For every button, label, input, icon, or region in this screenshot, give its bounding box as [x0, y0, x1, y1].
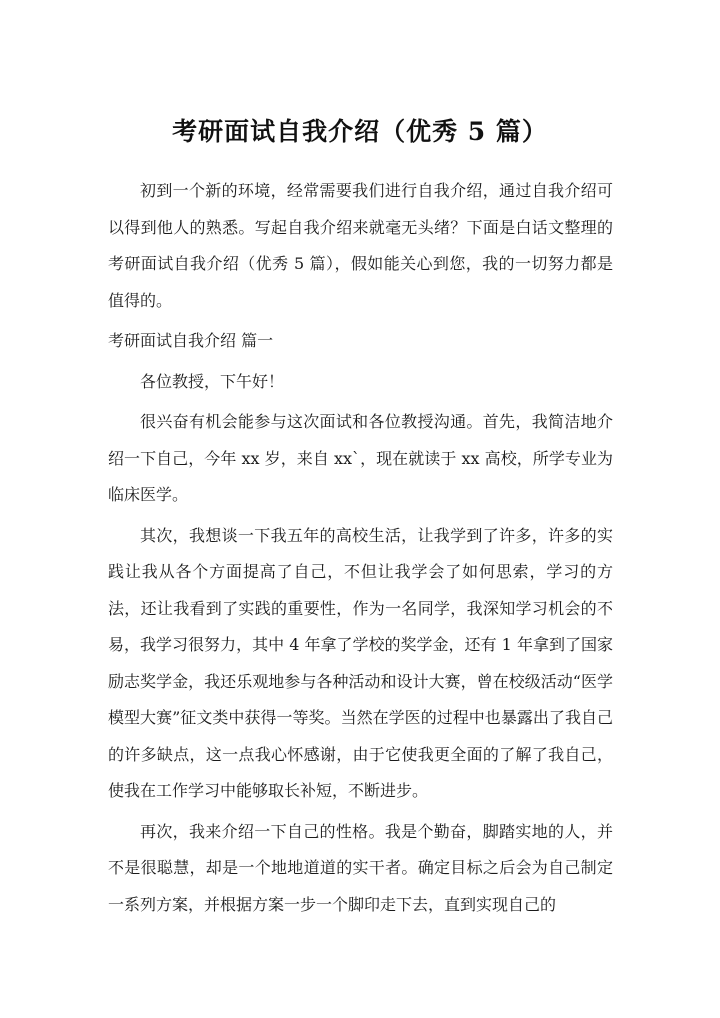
- document-title: 考研面试自我介绍（优秀 5 篇）: [172, 117, 548, 146]
- body-paragraph: 很兴奋有机会能参与这次面试和各位教授沟通。首先，我简洁地介绍一下自己，今年 xx 岁，来自 xx`，现在就读于 xx 高校，所学专业为临床医学。: [108, 412, 613, 504]
- body-paragraph: 其次，我想谈一下我五年的高校生活，让我学到了许多，许多的实践让我从各个方面提高了自己，不但让我学会了如何思索，学习的方法，还让我看到了实践的重要性，作为一名同学，我深知学习机会的不易，我学习很努力，其中 4 年拿了学校的奖学金，还有 1 年拿到了国家励志奖学金，我还乐观地参与各种活动和设计大赛，曾在校级活动“医学模型大赛”征文类中获得一等奖。当然在学医的过程中也暴露出了我自己的许多缺点，这一点我心怀感谢，由于它使我更全面的了解了我自己，使我在工作学习中能够取长补短，不断进步。: [108, 525, 613, 800]
- intro-paragraph: 初到一个新的环境，经常需要我们进行自我介绍，通过自我介绍可以得到他人的熟悉。写起自我介绍来就毫无头绪？下面是白话文整理的考研面试自我介绍（优秀 5 篇），假如能关心到您，我的一切努力都是值得的。: [108, 181, 613, 310]
- section-heading: 考研面试自我介绍 篇一: [108, 331, 274, 350]
- greeting-paragraph: 各位教授，下午好！: [140, 371, 285, 391]
- body-paragraph: 再次，我来介绍一下自己的性格。我是个勤奋，脚踏实地的人，并不是很聪慧，却是一个地地道道的实干者。确定目标之后会为自己制定一系列方案，并根据方案一步一个脚印走下去，直到实现自己的: [108, 821, 613, 914]
- document-body: [108, 173, 613, 927]
